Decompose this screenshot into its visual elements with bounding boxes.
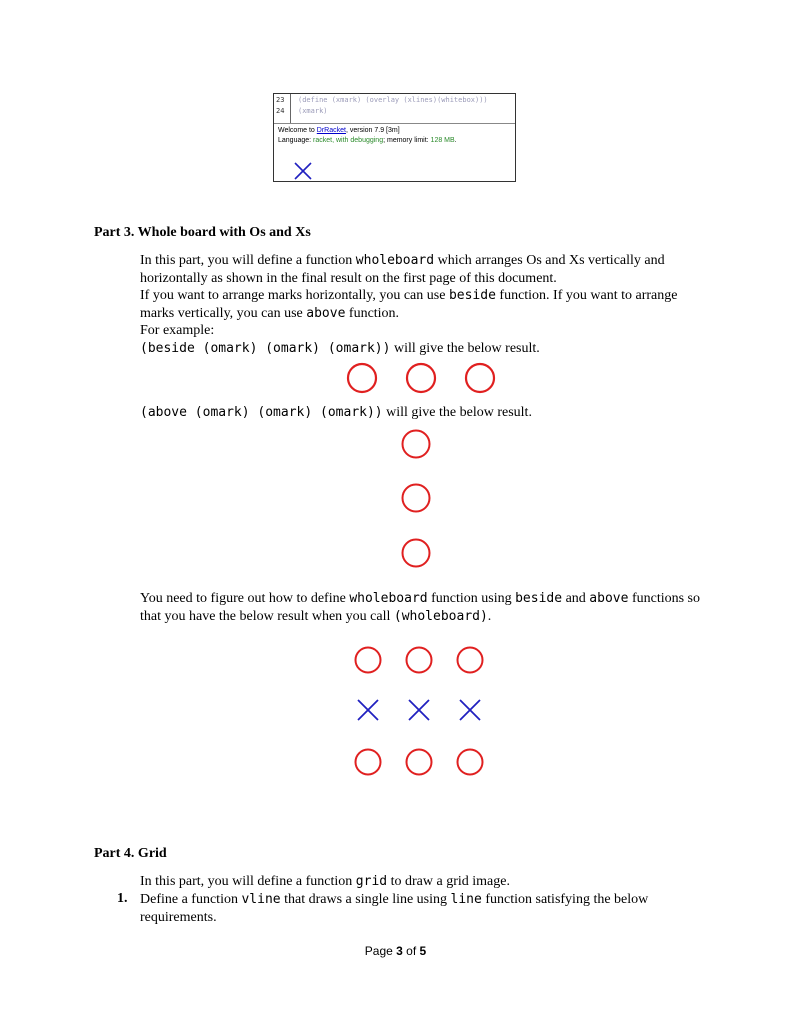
part3-heading: Part 3. Whole board with Os and Xs — [94, 225, 311, 240]
line-number: 23 — [276, 96, 285, 104]
o-mark-icon — [464, 362, 496, 394]
part4-heading: Part 4. Grid — [94, 846, 167, 861]
o-mark-icon — [354, 646, 382, 674]
wholeboard-instructions: You need to figure out how to define wholeboard function using beside and above functions so that you have the below result when you call (wholeboard). — [140, 591, 700, 624]
o-mark-icon — [405, 362, 437, 394]
line-number: 24 — [276, 107, 285, 115]
drracket-screenshot — [273, 93, 516, 182]
o-mark-icon — [405, 646, 433, 674]
x-mark-icon — [293, 161, 313, 181]
o-mark-icon — [401, 483, 431, 513]
o-mark-icon — [401, 538, 431, 568]
o-mark-icon — [456, 748, 484, 776]
part4-intro: In this part, you will define a function grid to draw a grid image. — [140, 874, 510, 889]
x-mark-icon — [356, 698, 380, 722]
o-mark-icon — [456, 646, 484, 674]
above-example-line: (above (omark) (omark) (omark)) will give the below result. — [140, 405, 532, 420]
part3-intro: In this part, you will define a function wholeboard which arranges Os and Xs vertically and horizontally as shown in the final result on the first page of this document. If you want to arrange marks horizontally, you can use beside function. If you want to arrange marks vertically, you can use above function. For example: (beside (omark) (omark) (omark)) will give the below result. — [140, 253, 678, 356]
total-pages: 5 — [419, 944, 427, 958]
o-mark-icon — [405, 748, 433, 776]
code-line: (define (xmark) (overlay (xlines)(whitebox))) — [298, 96, 488, 104]
current-page: 3 — [396, 944, 403, 958]
o-mark-icon — [401, 429, 431, 459]
welcome-text: Welcome to DrRacket, version 7.9 [3m] — [278, 127, 400, 134]
definitions-pane — [274, 94, 515, 124]
list-item: Define a function vline that draws a single line using line function satisfying the below requirements. — [140, 892, 649, 925]
x-mark-icon — [407, 698, 431, 722]
drracket-link: DrRacket — [316, 127, 346, 134]
page-footer: Page 3 of 5 — [364, 944, 427, 958]
x-mark-icon — [458, 698, 482, 722]
list-number: 1. — [117, 891, 128, 906]
code-line: (xmark) — [298, 107, 328, 115]
o-mark-icon — [354, 748, 382, 776]
language-text: Language: racket, with debugging; memory limit: 128 MB. — [278, 137, 457, 144]
o-mark-icon — [346, 362, 378, 394]
